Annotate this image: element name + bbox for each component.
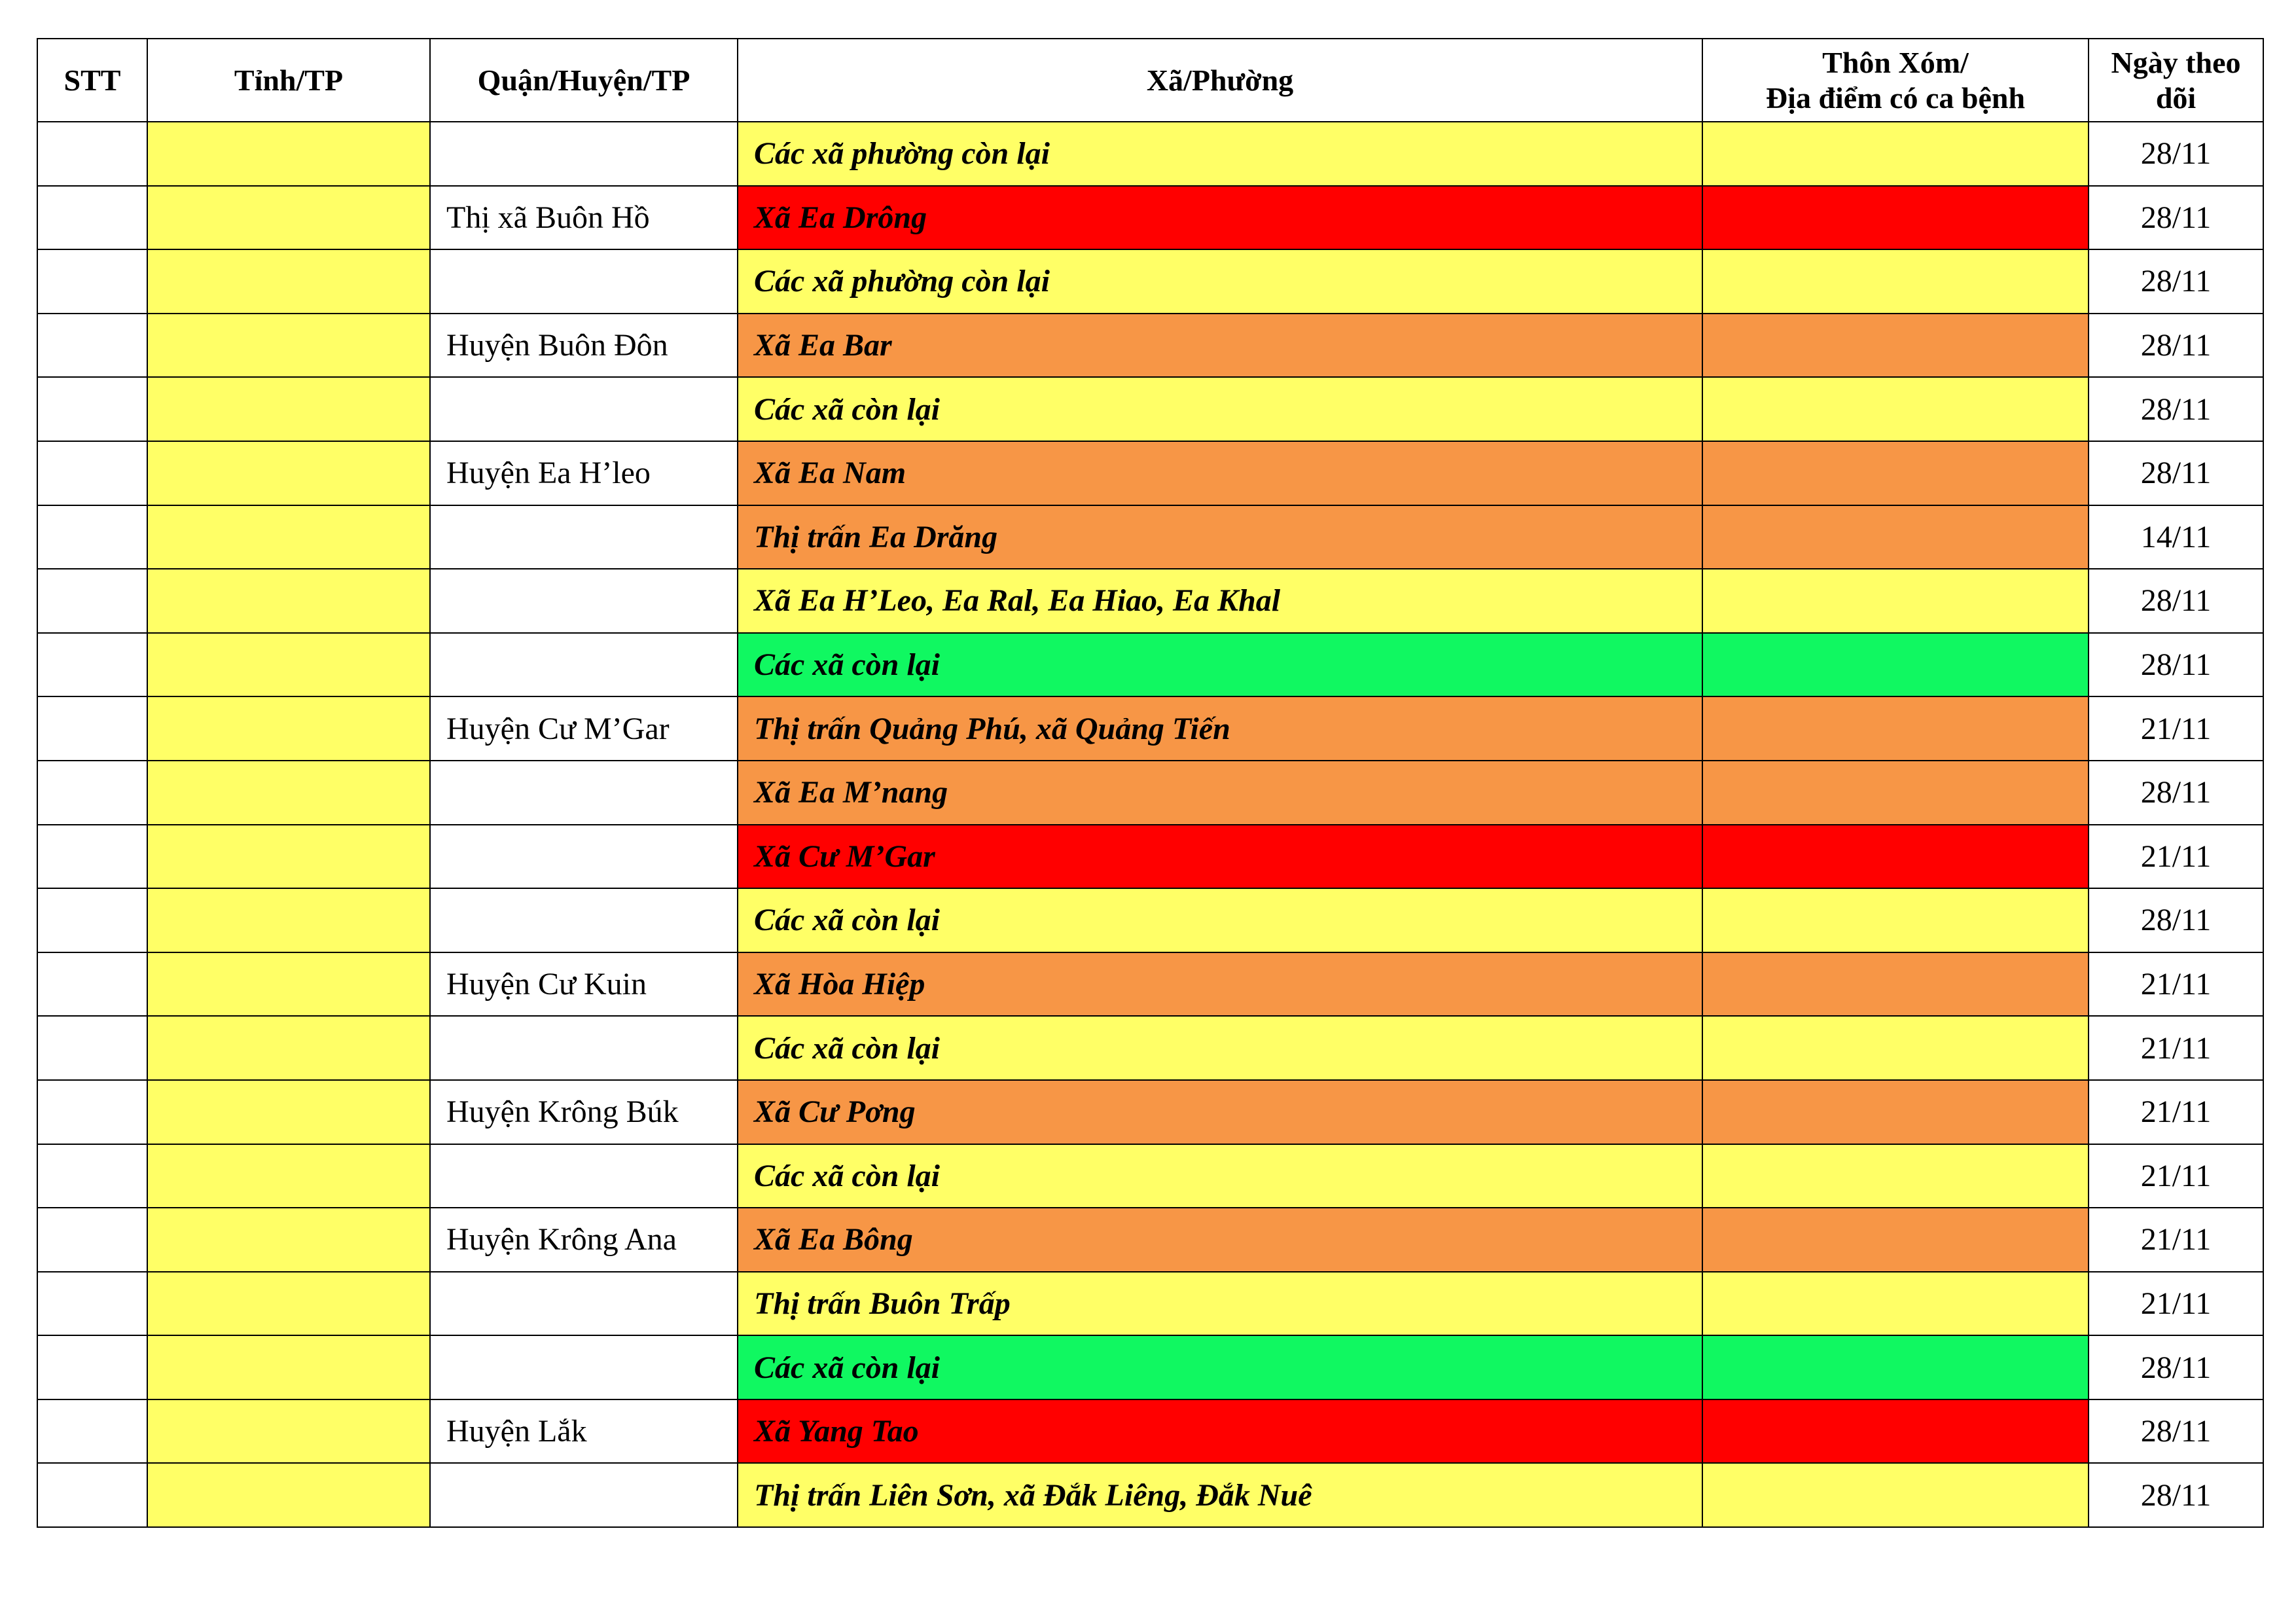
table-row	[37, 1080, 2263, 1144]
table-row	[37, 569, 2263, 633]
province-cell	[147, 569, 430, 633]
date-cell: 21/11	[2089, 825, 2263, 889]
district-cell	[430, 761, 738, 825]
table-row	[37, 952, 2263, 1017]
stt-cell	[37, 314, 147, 378]
table-row	[37, 377, 2263, 441]
table-row	[37, 1208, 2263, 1272]
ward-cell: Thị trấn Quảng Phú, xã Quảng Tiến	[738, 696, 1702, 761]
date-cell: 28/11	[2089, 249, 2263, 314]
date-cell: 21/11	[2089, 1016, 2263, 1080]
province-cell	[147, 1272, 430, 1336]
ward-cell: Xã Yang Tao	[738, 1399, 1702, 1464]
province-cell	[147, 888, 430, 952]
hamlet-cell	[1702, 569, 2089, 633]
table-row	[37, 888, 2263, 952]
date-cell: 28/11	[2089, 377, 2263, 441]
province-cell	[147, 249, 430, 314]
date-cell: 21/11	[2089, 1272, 2263, 1336]
hamlet-cell	[1702, 1272, 2089, 1336]
province-cell	[147, 314, 430, 378]
district-cell: Huyện Cư M’Gar	[430, 696, 738, 761]
table-row	[37, 696, 2263, 761]
hamlet-cell	[1702, 314, 2089, 378]
date-cell: 28/11	[2089, 761, 2263, 825]
district-cell	[430, 505, 738, 569]
ward-cell: Xã Cư M’Gar	[738, 825, 1702, 889]
stt-cell	[37, 377, 147, 441]
table-row	[37, 249, 2263, 314]
header-date-line2: dõi	[2155, 81, 2197, 115]
stt-cell	[37, 1208, 147, 1272]
header-row	[37, 39, 2263, 122]
ward-cell: Thị trấn Buôn Trấp	[738, 1272, 1702, 1336]
ward-cell: Xã Ea Drông	[738, 186, 1702, 250]
date-cell: 28/11	[2089, 569, 2263, 633]
district-cell	[430, 122, 738, 186]
header-date	[2089, 39, 2263, 122]
stt-cell	[37, 1463, 147, 1527]
hamlet-cell	[1702, 825, 2089, 889]
hamlet-cell	[1702, 888, 2089, 952]
district-cell	[430, 1272, 738, 1336]
hamlet-cell	[1702, 441, 2089, 505]
date-cell: 28/11	[2089, 888, 2263, 952]
province-cell	[147, 505, 430, 569]
date-cell: 28/11	[2089, 1463, 2263, 1527]
hamlet-cell	[1702, 122, 2089, 186]
district-cell: Huyện Krông Búk	[430, 1080, 738, 1144]
province-cell	[147, 377, 430, 441]
ward-cell: Các xã phường còn lại	[738, 249, 1702, 314]
province-cell	[147, 441, 430, 505]
table-row	[37, 186, 2263, 250]
district-cell	[430, 249, 738, 314]
date-cell: 28/11	[2089, 314, 2263, 378]
province-cell	[147, 1208, 430, 1272]
stt-cell	[37, 1272, 147, 1336]
date-cell: 14/11	[2089, 505, 2263, 569]
district-cell: Huyện Buôn Đôn	[430, 314, 738, 378]
hamlet-cell	[1702, 696, 2089, 761]
header-district: Quận/Huyện/TP	[430, 39, 738, 122]
ward-cell: Các xã còn lại	[738, 1016, 1702, 1080]
table-row	[37, 1335, 2263, 1399]
table-row	[37, 122, 2263, 186]
stt-cell	[37, 122, 147, 186]
district-cell	[430, 1016, 738, 1080]
date-cell: 21/11	[2089, 1144, 2263, 1208]
ward-cell: Xã Ea Nam	[738, 441, 1702, 505]
stt-cell	[37, 505, 147, 569]
stt-cell	[37, 1080, 147, 1144]
table-row	[37, 1463, 2263, 1527]
district-cell	[430, 377, 738, 441]
table-row	[37, 761, 2263, 825]
hamlet-cell	[1702, 1335, 2089, 1399]
ward-cell: Xã Hòa Hiệp	[738, 952, 1702, 1017]
district-cell	[430, 1335, 738, 1399]
stt-cell	[37, 952, 147, 1017]
table-row	[37, 1272, 2263, 1336]
stt-cell	[37, 1144, 147, 1208]
province-cell	[147, 696, 430, 761]
date-cell: 28/11	[2089, 441, 2263, 505]
hamlet-cell	[1702, 377, 2089, 441]
province-cell	[147, 1144, 430, 1208]
district-cell: Thị xã Buôn Hồ	[430, 186, 738, 250]
hamlet-cell	[1702, 1463, 2089, 1527]
province-cell	[147, 761, 430, 825]
district-cell: Huyện Cư Kuin	[430, 952, 738, 1017]
stt-cell	[37, 825, 147, 889]
province-cell	[147, 1080, 430, 1144]
district-cell	[430, 1463, 738, 1527]
header-ward: Xã/Phường	[738, 39, 1702, 122]
province-cell	[147, 825, 430, 889]
ward-cell: Thị trấn Liên Sơn, xã Đắk Liêng, Đắk Nuê	[738, 1463, 1702, 1527]
ward-cell: Các xã còn lại	[738, 377, 1702, 441]
table-row	[37, 633, 2263, 697]
date-cell: 21/11	[2089, 1208, 2263, 1272]
table-row	[37, 1399, 2263, 1464]
hamlet-cell	[1702, 249, 2089, 314]
ward-cell: Các xã còn lại	[738, 633, 1702, 697]
province-cell	[147, 1335, 430, 1399]
epidemic-level-table-container	[37, 38, 2264, 1528]
header-hamlet	[1702, 39, 2089, 122]
district-cell	[430, 825, 738, 889]
epidemic-level-table	[37, 38, 2264, 1528]
district-cell: Huyện Ea H’leo	[430, 441, 738, 505]
header-stt: STT	[37, 39, 147, 122]
table-row	[37, 1016, 2263, 1080]
table-row	[37, 505, 2263, 569]
ward-cell: Xã Ea M’nang	[738, 761, 1702, 825]
hamlet-cell	[1702, 505, 2089, 569]
province-cell	[147, 1016, 430, 1080]
hamlet-cell	[1702, 1399, 2089, 1464]
hamlet-cell	[1702, 761, 2089, 825]
stt-cell	[37, 1016, 147, 1080]
ward-cell: Các xã còn lại	[738, 1144, 1702, 1208]
hamlet-cell	[1702, 633, 2089, 697]
ward-cell: Thị trấn Ea Drăng	[738, 505, 1702, 569]
district-cell	[430, 888, 738, 952]
hamlet-cell	[1702, 1080, 2089, 1144]
hamlet-cell	[1702, 186, 2089, 250]
hamlet-cell	[1702, 1144, 2089, 1208]
date-cell: 21/11	[2089, 696, 2263, 761]
header-date-line1: Ngày theo	[2111, 45, 2241, 79]
stt-cell	[37, 441, 147, 505]
table-header	[37, 39, 2263, 122]
province-cell	[147, 1463, 430, 1527]
hamlet-cell	[1702, 1016, 2089, 1080]
date-cell: 21/11	[2089, 952, 2263, 1017]
table-body	[37, 122, 2263, 1527]
ward-cell: Xã Ea Bông	[738, 1208, 1702, 1272]
province-cell	[147, 633, 430, 697]
ward-cell: Xã Ea H’Leo, Ea Ral, Ea Hiao, Ea Khal	[738, 569, 1702, 633]
province-cell	[147, 122, 430, 186]
stt-cell	[37, 249, 147, 314]
stt-cell	[37, 1335, 147, 1399]
header-province: Tỉnh/TP	[147, 39, 430, 122]
date-cell: 21/11	[2089, 1080, 2263, 1144]
province-cell	[147, 952, 430, 1017]
header-hamlet-line1: Thôn Xóm/	[1822, 45, 1969, 79]
stt-cell	[37, 1399, 147, 1464]
date-cell: 28/11	[2089, 122, 2263, 186]
stt-cell	[37, 569, 147, 633]
province-cell	[147, 1399, 430, 1464]
province-cell	[147, 186, 430, 250]
district-cell	[430, 633, 738, 697]
district-cell: Huyện Lắk	[430, 1399, 738, 1464]
district-cell	[430, 569, 738, 633]
table-row	[37, 314, 2263, 378]
stt-cell	[37, 186, 147, 250]
district-cell	[430, 1144, 738, 1208]
stt-cell	[37, 761, 147, 825]
stt-cell	[37, 696, 147, 761]
district-cell: Huyện Krông Ana	[430, 1208, 738, 1272]
stt-cell	[37, 888, 147, 952]
stt-cell	[37, 633, 147, 697]
hamlet-cell	[1702, 1208, 2089, 1272]
table-row	[37, 441, 2263, 505]
header-hamlet-line2: Địa điểm có ca bệnh	[1765, 81, 2026, 115]
date-cell: 28/11	[2089, 633, 2263, 697]
table-row	[37, 825, 2263, 889]
ward-cell: Các xã còn lại	[738, 888, 1702, 952]
date-cell: 28/11	[2089, 186, 2263, 250]
ward-cell: Xã Cư Pơng	[738, 1080, 1702, 1144]
date-cell: 28/11	[2089, 1399, 2263, 1464]
hamlet-cell	[1702, 952, 2089, 1017]
ward-cell: Xã Ea Bar	[738, 314, 1702, 378]
date-cell: 28/11	[2089, 1335, 2263, 1399]
table-row	[37, 1144, 2263, 1208]
ward-cell: Các xã còn lại	[738, 1335, 1702, 1399]
ward-cell: Các xã phường còn lại	[738, 122, 1702, 186]
